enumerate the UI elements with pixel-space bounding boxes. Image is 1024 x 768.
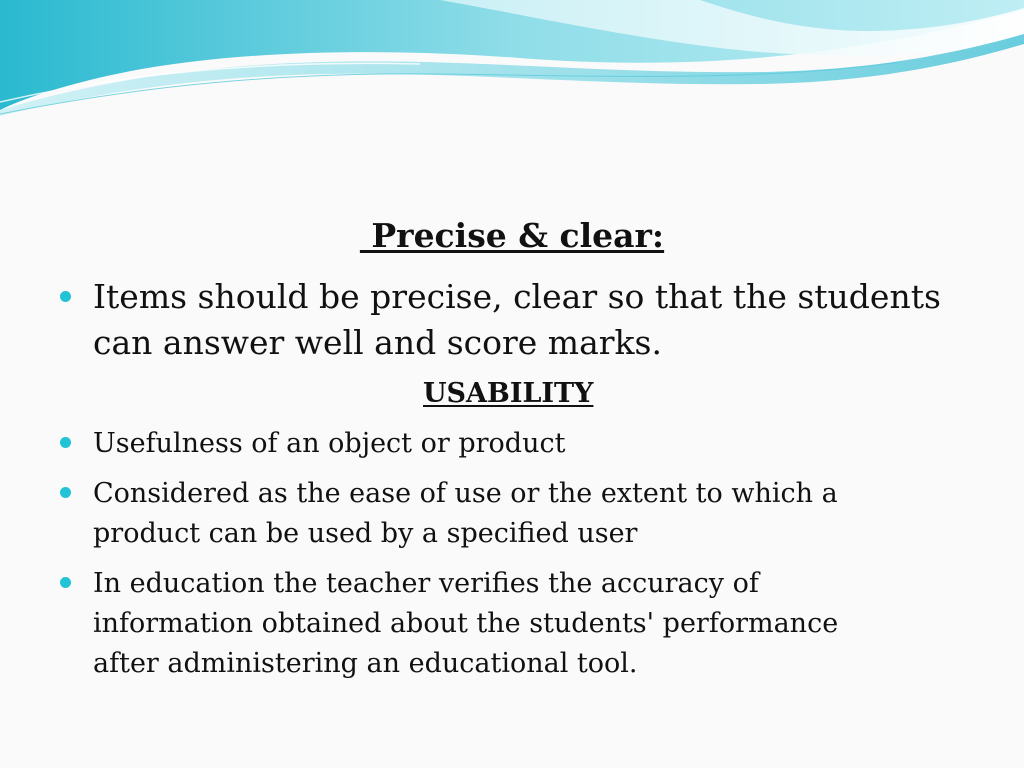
circle-bullet-icon bbox=[60, 291, 71, 302]
slide-heading: Precise & clear: bbox=[359, 216, 665, 255]
bullet-text: Considered as the ease of use or the extent to which a product can be used by a specified user bbox=[93, 478, 838, 549]
bullet-item bbox=[60, 424, 890, 464]
bullet-item bbox=[60, 474, 890, 554]
bullet-text: In education the teacher verifies the accuracy of information obtained about the students' performance after administering an educational tool. bbox=[93, 568, 839, 679]
intro-bullet-text: Items should be precise, clear so that the students can answer well and score marks. bbox=[93, 277, 941, 362]
circle-bullet-icon bbox=[60, 437, 71, 448]
bullet-item bbox=[60, 564, 890, 684]
section-heading-usability: USABILITY bbox=[423, 378, 594, 409]
bullet-text: Usefulness of an object or product bbox=[93, 428, 566, 459]
wave-decoration bbox=[0, 0, 1024, 120]
circle-bullet-icon bbox=[60, 487, 71, 498]
circle-bullet-icon bbox=[60, 577, 71, 588]
intro-bullet-item bbox=[60, 274, 960, 366]
